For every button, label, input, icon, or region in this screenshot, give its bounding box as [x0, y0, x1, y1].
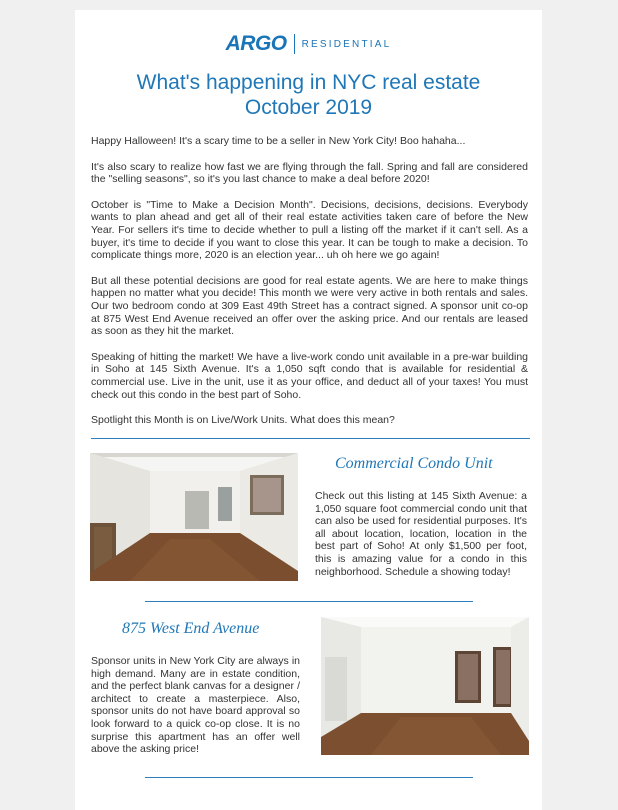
intro-paragraph: October is "Time to Make a Decision Month". Decisions, decisions, decisions. Everybody wants to plan ahead and get all of their real estate activities taken care of before the New Year. For sellers it's time to decide whether to pull a listing off the market if it can't sell. As a buyer, it's time to decide if you want to close this year. It can be tough to make a decision. To complicate things more, 2020 is an election year... uh oh here we go again!	[91, 198, 528, 262]
title-line-1: What's happening in NYC real estate	[136, 71, 481, 94]
listing-title-commercial[interactable]: Commercial Condo Unit	[335, 455, 493, 472]
listing-text-west-end: Sponsor units in New York City are always in high demand. Many are in estate condition, and the perfect blank canvas for a designer / architect to create a masterpiece. Also, sponsor units do not have board approval so look forward to a quick co-op close. It is no surprise this apartment has an offer well above the asking price!	[91, 655, 300, 756]
intro-text	[91, 135, 528, 440]
intro-paragraph: Speaking of hitting the market! We have a live-work condo unit available in a pre-war building in Soho at 145 Sixth Avenue. It's a 1,050 sqft condo that is available for residential & commercial use. Live in the unit, use it as your office, and deduct all of your taxes! You must check out this condo in the best part of Soho.	[91, 350, 528, 401]
west-end-photo[interactable]	[321, 617, 529, 755]
intro-paragraph: It's also scary to realize how fast we are flying through the fall. Spring and fall are considered the "selling seasons", so it's you last chance to make a deal before 2020!	[91, 160, 528, 186]
listing-text-commercial: Check out this listing at 145 Sixth Avenue: a 1,050 square foot commercial condo unit that can also be used for residential purposes. It's all about location, location, location in the best part of Soho! At only $1,500 per foot, this is amazing value for a condo in this neighborhood. Schedule a showing today!	[315, 490, 527, 578]
logo-divider	[294, 34, 295, 54]
condo-interior-image	[90, 453, 298, 581]
newsletter	[75, 10, 542, 810]
brand-tagline: RESIDENTIAL	[301, 38, 392, 50]
brand-logo[interactable]	[75, 32, 542, 56]
apartment-interior-image	[321, 617, 529, 755]
listing-title-west-end[interactable]: 875 West End Avenue	[122, 620, 260, 637]
section-divider	[145, 601, 473, 602]
title-line-2: October 2019	[244, 96, 373, 119]
brand-name: ARGO	[225, 32, 287, 55]
section-divider	[145, 777, 473, 778]
intro-paragraph: But all these potential decisions are good for real estate agents. We are here to make things happen no matter what you decide! This month we were very active in both rentals and sales. Our two bedroom condo at 309 East 49th Street has a contract signed. A sponsor unit co-op at 875 West End Avenue received an offer over the asking price. And our rentals are leased as soon as they hit the market.	[91, 274, 528, 338]
section-divider	[91, 438, 530, 439]
commercial-condo-photo[interactable]	[90, 453, 298, 581]
intro-paragraph: Happy Halloween! It's a scary time to be a seller in New York City! Boo hahaha...	[91, 135, 466, 147]
page-title	[75, 70, 542, 120]
intro-paragraph: Spotlight this Month is on Live/Work Units. What does this mean?	[91, 414, 395, 427]
